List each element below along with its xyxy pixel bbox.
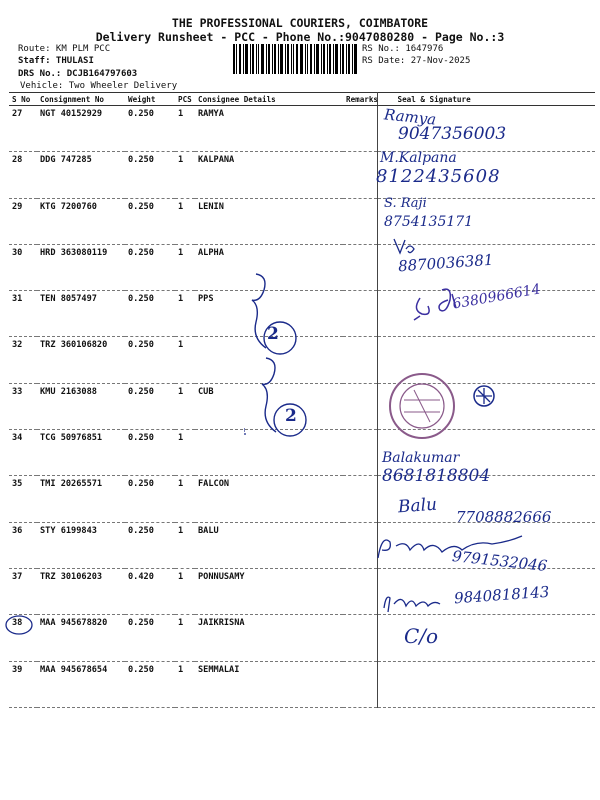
table-row bbox=[9, 152, 595, 198]
circled-count: 2 bbox=[267, 324, 279, 344]
row-remarks bbox=[343, 661, 377, 707]
handwritten-phone: 7708882666 bbox=[456, 508, 552, 526]
row-weight: 0.420 bbox=[125, 568, 175, 614]
row-remarks bbox=[343, 244, 377, 290]
table-row bbox=[9, 661, 595, 707]
staff-field: Staff: THULASI bbox=[18, 56, 94, 66]
row-consignee: FALCON bbox=[195, 476, 343, 522]
col-remarks-header: Remarks bbox=[343, 93, 377, 106]
row-pcs: 1 bbox=[175, 152, 195, 198]
row-consignee: PPS bbox=[195, 291, 343, 337]
row-consignee: BALU bbox=[195, 522, 343, 568]
handwritten-name: Balu bbox=[397, 494, 438, 518]
row-weight: 0.250 bbox=[125, 244, 175, 290]
col-weight-header: Weight bbox=[125, 93, 175, 106]
circled-count: 2 bbox=[285, 406, 297, 426]
row-consignment-no: TRZ 360106820 bbox=[37, 337, 125, 383]
table-header-row bbox=[9, 93, 595, 106]
handwritten-phone: 9047356003 bbox=[398, 124, 507, 144]
row-remarks bbox=[343, 106, 377, 152]
row-sno: 27 bbox=[9, 106, 37, 152]
row-remarks bbox=[343, 152, 377, 198]
row-sno: 33 bbox=[9, 383, 37, 429]
runsheet-subtitle: Delivery Runsheet - PCC - Phone No.:9047080280 - Page No.:3 bbox=[95, 30, 505, 44]
row-remarks bbox=[343, 383, 377, 429]
handwritten-phone: 8681818804 bbox=[382, 466, 491, 486]
row-remarks bbox=[343, 615, 377, 661]
row-weight: 0.250 bbox=[125, 383, 175, 429]
row-weight: 0.250 bbox=[125, 476, 175, 522]
handwritten-name: M.Kalpana bbox=[380, 150, 457, 166]
handwritten-phone: 9840818143 bbox=[453, 582, 550, 608]
handwritten-phone: 6380966614 bbox=[451, 281, 542, 313]
col-consignment-header: Consignment No bbox=[37, 93, 125, 106]
row-weight: 0.250 bbox=[125, 291, 175, 337]
row-weight: 0.250 bbox=[125, 337, 175, 383]
row-consignee: SEMMALAI bbox=[195, 661, 343, 707]
table-row bbox=[9, 244, 595, 290]
handwritten-name: S. Raji bbox=[384, 196, 427, 211]
row-consignment-no: MAA 945678820 bbox=[37, 615, 125, 661]
row-weight: 0.250 bbox=[125, 522, 175, 568]
row-pcs: 1 bbox=[175, 430, 195, 476]
table-row bbox=[9, 106, 595, 152]
row-sno: 35 bbox=[9, 476, 37, 522]
col-pcs-header: PCS bbox=[175, 93, 195, 106]
col-consignee-header: Consignee Details bbox=[195, 93, 343, 106]
row-pcs: 1 bbox=[175, 337, 195, 383]
row-consignee: KALPANA bbox=[195, 152, 343, 198]
row-consignee: PONNUSAMY bbox=[195, 568, 343, 614]
row-weight: 0.250 bbox=[125, 430, 175, 476]
row-pcs: 1 bbox=[175, 522, 195, 568]
handwritten-note: C/o bbox=[404, 624, 439, 648]
row-pcs: 1 bbox=[175, 476, 195, 522]
row-sno: 29 bbox=[9, 198, 37, 244]
row-consignment-no: HRD 363080119 bbox=[37, 244, 125, 290]
row-consignment-no: STY 6199843 bbox=[37, 522, 125, 568]
handwritten-name: Ramya bbox=[383, 105, 438, 129]
handwritten-phone: 9791532046 bbox=[451, 547, 549, 575]
row-consignment-no: TMI 20265571 bbox=[37, 476, 125, 522]
route-field: Route: KM PLM PCC bbox=[18, 44, 111, 54]
row-weight: 0.250 bbox=[125, 661, 175, 707]
row-consignee: ALPHA bbox=[195, 244, 343, 290]
row-remarks bbox=[343, 522, 377, 568]
rs-date: RS Date: 27-Nov-2025 bbox=[362, 56, 471, 66]
row-consignment-no: TCG 50976851 bbox=[37, 430, 125, 476]
handwritten-phone: 8122435608 bbox=[376, 166, 501, 187]
handwritten-phone: 8754135171 bbox=[384, 214, 474, 230]
row-remarks bbox=[343, 568, 377, 614]
row-consignment-no: TEN 8057497 bbox=[37, 291, 125, 337]
row-consignee: RAMYA bbox=[195, 106, 343, 152]
ink-mark bbox=[470, 382, 498, 410]
row-sno: 31 bbox=[9, 291, 37, 337]
row-weight: 0.250 bbox=[125, 615, 175, 661]
vehicle-field: Vehicle: Two Wheeler Delivery bbox=[20, 81, 178, 91]
row-signature bbox=[377, 661, 595, 707]
row-sno: 32 bbox=[9, 337, 37, 383]
signature-scribble bbox=[392, 235, 416, 257]
row-sno: 28 bbox=[9, 152, 37, 198]
row-remarks bbox=[343, 198, 377, 244]
row-pcs: 1 bbox=[175, 615, 195, 661]
brace-mark bbox=[236, 270, 302, 362]
row-pcs: 1 bbox=[175, 568, 195, 614]
drs-field: DRS No.: DCJB164797603 bbox=[18, 69, 138, 79]
handwritten-name: Balakumar bbox=[382, 450, 460, 466]
row-weight: 0.250 bbox=[125, 198, 175, 244]
row-remarks bbox=[343, 476, 377, 522]
row-sno: 37 bbox=[9, 568, 37, 614]
row-sno: 34 bbox=[9, 430, 37, 476]
circle-mark bbox=[4, 614, 34, 636]
company-title: THE PROFESSIONAL COURIERS, COIMBATORE bbox=[171, 16, 429, 30]
row-consignee: CUB bbox=[195, 383, 343, 429]
col-sno-header: S No bbox=[9, 93, 37, 106]
row-consignment-no: DDG 747285 bbox=[37, 152, 125, 198]
row-sno: 39 bbox=[9, 661, 37, 707]
handwritten-phone: 8870036381 bbox=[397, 250, 494, 276]
row-consignee: LENIN bbox=[195, 198, 343, 244]
row-sno: 30 bbox=[9, 244, 37, 290]
row-sno: 38 bbox=[9, 615, 37, 661]
row-consignee: JAIKRISNA bbox=[195, 615, 343, 661]
table-row bbox=[9, 198, 595, 244]
row-sno: 36 bbox=[9, 522, 37, 568]
barcode bbox=[233, 44, 357, 74]
company-stamp bbox=[386, 370, 458, 442]
row-pcs: 1 bbox=[175, 106, 195, 152]
row-consignment-no: NGT 40152929 bbox=[37, 106, 125, 152]
table-row bbox=[9, 615, 595, 661]
row-consignment-no: MAA 945678654 bbox=[37, 661, 125, 707]
brace-mark bbox=[244, 354, 314, 446]
row-remarks bbox=[343, 337, 377, 383]
row-pcs: 1 bbox=[175, 291, 195, 337]
row-weight: 0.250 bbox=[125, 152, 175, 198]
row-pcs: 1 bbox=[175, 383, 195, 429]
signature-scribble bbox=[380, 586, 450, 616]
row-consignment-no: KTG 7200760 bbox=[37, 198, 125, 244]
row-pcs: 1 bbox=[175, 198, 195, 244]
row-pcs: 1 bbox=[175, 244, 195, 290]
row-pcs: 1 bbox=[175, 661, 195, 707]
rs-number: RS No.: 1647976 bbox=[362, 44, 444, 54]
row-consignment-no: TRZ 30106203 bbox=[37, 568, 125, 614]
row-consignment-no: KMU 2163088 bbox=[37, 383, 125, 429]
row-weight: 0.250 bbox=[125, 106, 175, 152]
col-seal-header: Seal & Signature bbox=[377, 93, 595, 106]
row-remarks bbox=[343, 291, 377, 337]
row-remarks bbox=[343, 430, 377, 476]
